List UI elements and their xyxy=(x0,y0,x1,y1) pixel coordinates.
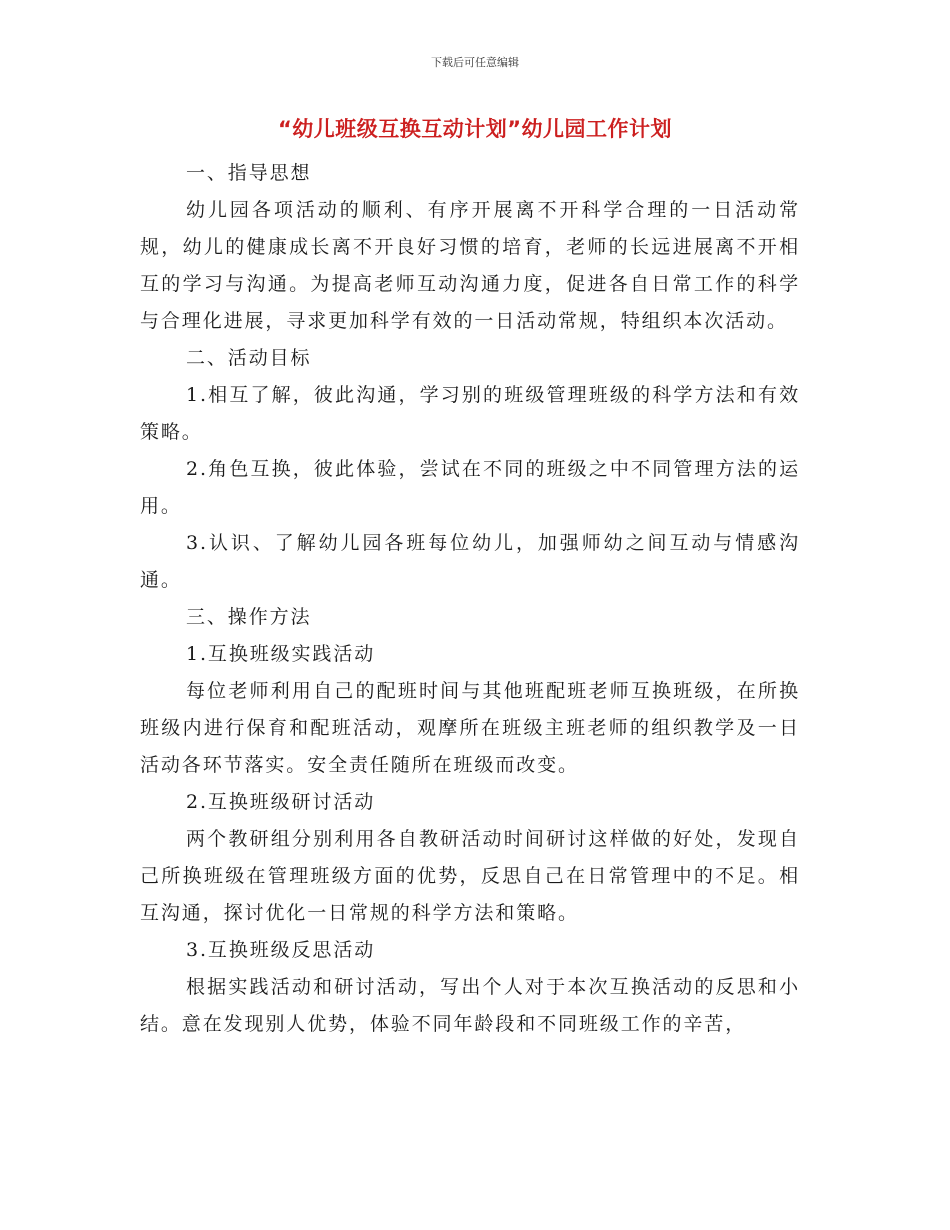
section-heading: 一、指导思想 xyxy=(186,162,312,184)
subsection-heading: 2.互换班级研讨活动 xyxy=(186,791,376,813)
document-title: “幼儿班级互换互动计划”幼儿园工作计划 xyxy=(277,117,673,141)
paragraph: 1.相互了解，彼此沟通，学习别的班级管理班级的科学方法和有效策略。 xyxy=(140,384,800,443)
header-note: 下载后可任意编辑 xyxy=(431,56,519,69)
paragraph: 根据实践活动和研讨活动，写出个人对于本次互换活动的反思和小结。意在发现别人优势，体验不同年龄段和不同班级工作的辛苦， xyxy=(140,976,800,1035)
paragraph: 3.认识、了解幼儿园各班每位幼儿，加强师幼之间互动与情感沟通。 xyxy=(140,532,800,591)
subsection-heading: 3.互换班级反思活动 xyxy=(186,939,376,961)
paragraph: 每位老师利用自己的配班时间与其他班配班老师互换班级，在所换班级内进行保育和配班活动，观摩所在班级主班老师的组织教学及一日活动各环节落实。安全责任随所在班级而改变。 xyxy=(140,680,800,776)
section-heading: 二、活动目标 xyxy=(186,347,312,369)
paragraph: 2.角色互换，彼此体验，尝试在不同的班级之中不同管理方法的运用。 xyxy=(140,458,800,517)
paragraph: 两个教研组分别利用各自教研活动时间研讨这样做的好处，发现自己所换班级在管理班级方面的优势，反思自己在日常管理中的不足。相互沟通，探讨优化一日常规的科学方法和策略。 xyxy=(140,828,800,924)
subsection-heading: 1.互换班级实践活动 xyxy=(186,643,376,665)
paragraph: 幼儿园各项活动的顺利、有序开展离不开科学合理的一日活动常规，幼儿的健康成长离不开良好习惯的培育，老师的长远进展离不开相互的学习与沟通。为提高老师互动沟通力度，促进各自日常工作的科学与合理化进展，寻求更加科学有效的一日活动常规，特组织本次活动。 xyxy=(140,199,800,332)
document-body xyxy=(140,155,800,1043)
section-heading: 三、操作方法 xyxy=(186,606,312,628)
